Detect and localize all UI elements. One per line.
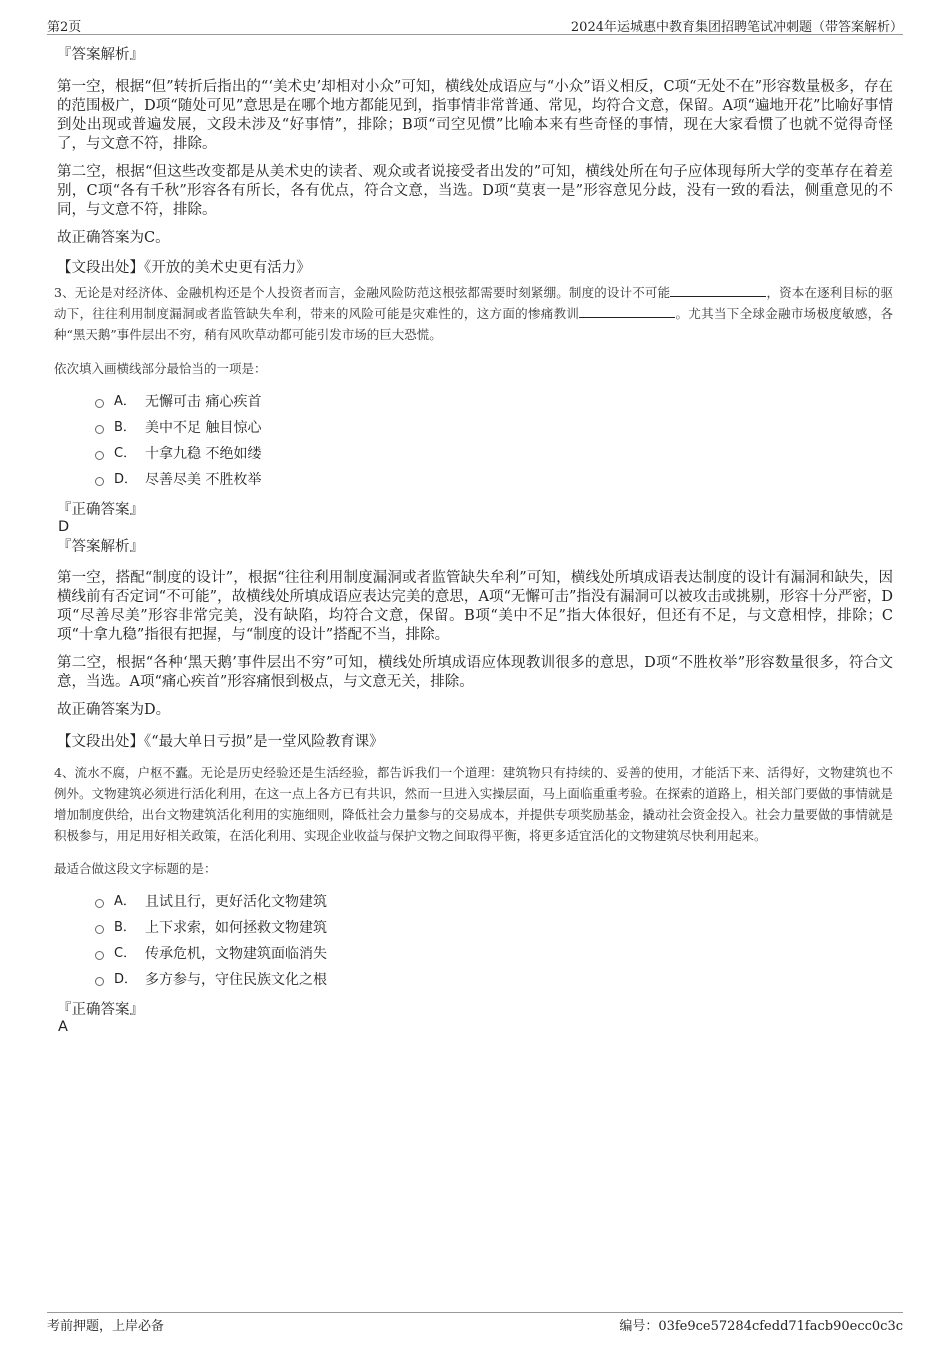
analysis-label: 『答案解析』 <box>57 539 144 555</box>
option-b[interactable]: B． 上下求索，如何拯救文物建筑 <box>95 915 893 941</box>
option-d[interactable]: D． 多方参与，守住民族文化之根 <box>95 967 893 993</box>
document-id: 编号：03fe9ce57284cfedd71facb90ecc0c3c <box>619 1319 903 1334</box>
option-a[interactable]: A． 且试且行，更好活化文物建筑 <box>95 889 893 915</box>
option-a[interactable]: A． 无懈可击 痛心疾首 <box>95 389 893 415</box>
fill-blank <box>579 305 675 318</box>
analysis-paragraph: 第二空，根据“但这些改变都是从美术史的读者、观众或者说接受者出发的”可知，横线处所在句子应体现每所大学的变革存在着差别，C项“各有千秋”形容各有所长，各有优点，符合文意，当选。D项“莫衷一是”形容意见分歧，没有一致的看法，侧重意见的不同，与文意不符，排除。 <box>57 164 893 218</box>
analysis-paragraph: 第一空，搭配“制度的设计”，根据“往往利用制度漏洞或者监管缺失牟利”可知，横线处所填成语表达制度的设计有漏洞和缺失，因横线前有否定词“不可能”，故横线处所填成语应表达完美的意思，A项“无懈可击”指没有漏洞可以被攻击或挑剔，形容十分严密，D项“尽善尽美”形容非常完美，没有缺陷，均符合文意，保留。B项“美中不足”指大体很好，但还有不足，与文意相悖，排除；C项“十拿九稳”指很有把握，与“制度的设计”搭配不当，排除。 <box>57 570 893 643</box>
source-citation: 【文段出处】《开放的美术史更有活力》 <box>57 260 311 276</box>
document-title: 2024年运城惠中教育集团招聘笔试冲刺题（带答案解析） <box>570 20 903 35</box>
analysis-paragraph: 第一空，根据“但”转折后指出的“‘美术史’却相对小众”可知，横线处成语应与“小众”语义相反，C项“无处不在”形容数量极多，存在的范围极广，D项“随处可见”意思是在哪个地方都能见到，指事情非常普通、常见，均符合文意，保留。A项“遍地开花”比喻好事情到处出现或普遍发展，文段未涉及“好事情”，排除；B项“司空见惯”比喻本来有些奇怪的事情，现在大家看惯了也就不觉得奇怪了，与文意不符，排除。 <box>57 79 893 152</box>
page-content <box>54 46 893 1035</box>
radio-icon[interactable] <box>95 477 104 486</box>
answer-conclusion: 故正确答案为D。 <box>57 702 171 718</box>
correct-answer: D <box>58 519 70 535</box>
fill-blank <box>670 284 766 297</box>
question-3-text: 3、无论是对经济体、金融机构还是个人投资者而言，金融风险防范这根弦都需要时刻紧绷。制度的设计不可能 ，资本在逐利目标的驱动下，往往利用制度漏洞或者监管缺失牟利，带来的风险可能是灾难性的，这方面的惨痛教训 。尤其当下全球金融市场极度敏感，各种“黑天鹅”事件层出不穷，稍有风吹草动都可能引发市场的巨大恐慌。 <box>54 285 893 342</box>
correct-answer: A <box>58 1019 68 1035</box>
answer-conclusion: 故正确答案为C。 <box>57 230 170 246</box>
option-b[interactable]: B． 美中不足 触目惊心 <box>95 415 893 441</box>
option-c[interactable]: C． 传承危机，文物建筑面临消失 <box>95 941 893 967</box>
radio-icon[interactable] <box>95 977 104 986</box>
question-3-options <box>57 389 893 493</box>
radio-icon[interactable] <box>95 451 104 460</box>
page-footer <box>47 1312 903 1335</box>
option-d[interactable]: D． 尽善尽美 不胜枚举 <box>95 467 893 493</box>
question-4-options <box>57 889 893 993</box>
radio-icon[interactable] <box>95 425 104 434</box>
analysis-label: 『答案解析』 <box>57 47 144 63</box>
page-number: 第2页 <box>47 20 82 35</box>
radio-icon[interactable] <box>95 925 104 934</box>
radio-icon[interactable] <box>95 399 104 408</box>
question-3-prompt: 依次填入画横线部分最恰当的一项是： <box>54 361 267 376</box>
analysis-paragraph: 第二空，根据“各种‘黑天鹅’事件层出不穷”可知，横线处所填成语应体现教训很多的意思，D项“不胜枚举”形容数量很多，符合文意，当选。A项“痛心疾首”形容痛恨到极点，与文意无关，排除。 <box>57 655 893 690</box>
radio-icon[interactable] <box>95 951 104 960</box>
footer-slogan: 考前押题，上岸必备 <box>47 1319 165 1334</box>
source-citation: 【文段出处】《“最大单日亏损”是一堂风险教育课》 <box>57 734 384 750</box>
page-header <box>47 14 903 35</box>
correct-answer-label: 『正确答案』 <box>57 502 144 518</box>
question-4-prompt: 最适合做这段文字标题的是： <box>54 861 217 876</box>
correct-answer-label: 『正确答案』 <box>57 1002 144 1018</box>
question-4-text: 4、流水不腐，户枢不蠹。无论是历史经验还是生活经验，都告诉我们一个道理：建筑物只有持续的、妥善的使用，才能活下来、活得好，文物建筑也不例外。文物建筑必须进行活化利用，在这一点上各方已有共识，然而一旦进入实操层面，马上面临重重考验。在探索的道路上，相关部门要做的事情就是增加制度供给，出台文物建筑活化利用的实施细则，降低社会力量参与的交易成本，并提供专项奖励基金，撬动社会资金投入。社会力量要做的事情就是积极参与，用足用好相关政策，在活化利用、实现企业收益与保护文物之间取得平衡，将更多适宜活化的文物建筑尽快利用起来。 <box>54 765 893 843</box>
option-c[interactable]: C． 十拿九稳 不绝如缕 <box>95 441 893 467</box>
radio-icon[interactable] <box>95 899 104 908</box>
